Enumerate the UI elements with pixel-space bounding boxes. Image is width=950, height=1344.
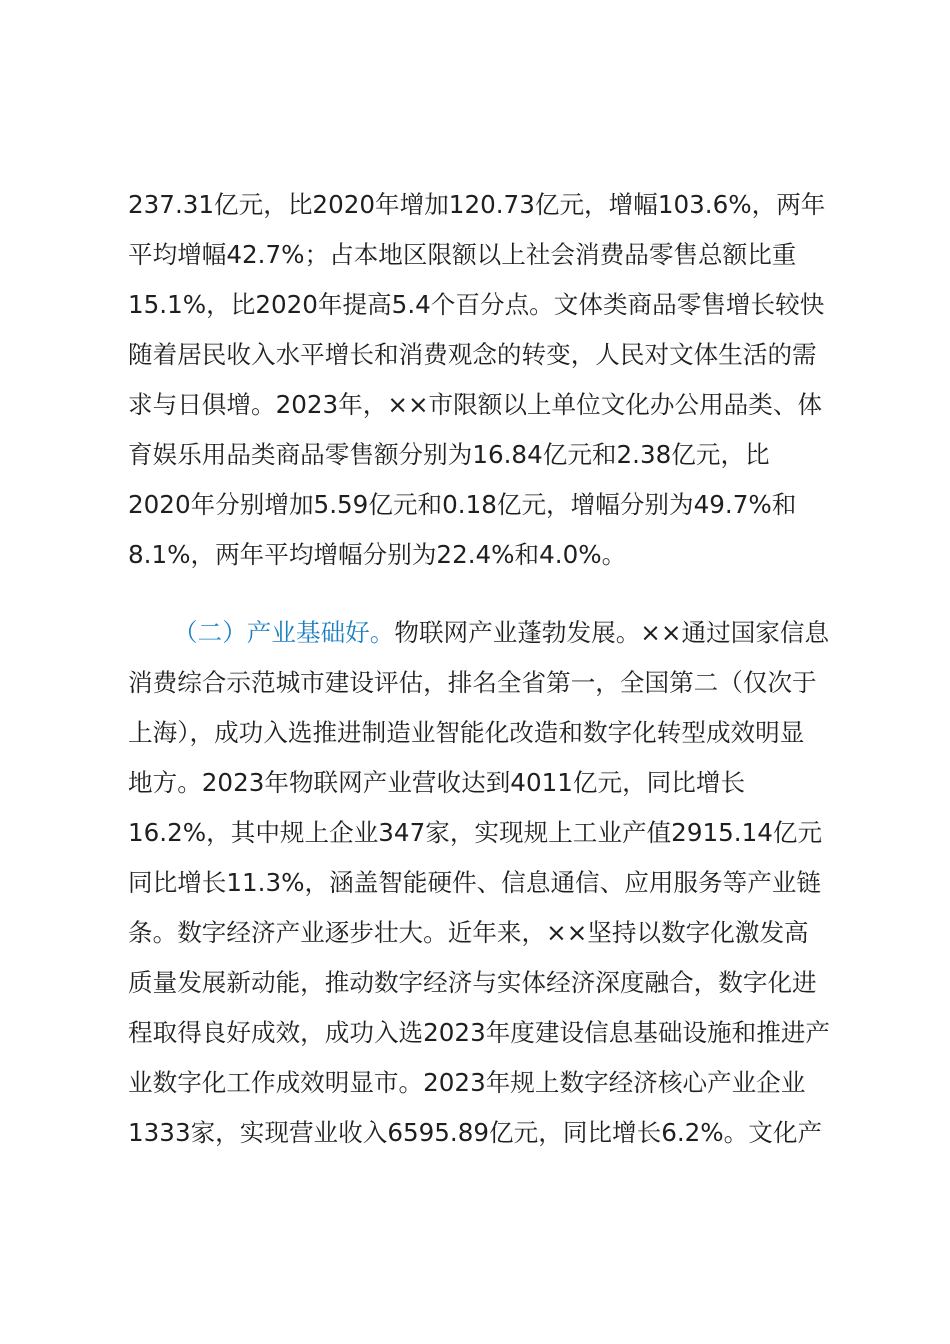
text-line: 1333家，实现营业收入6595.89亿元，同比增长6.2%。文化产 [128,1118,823,1147]
text-line: 同比增长11.3%，涵盖智能硬件、信息通信、应用服务等产业链 [128,868,821,897]
section-heading: （二）产业基础好。 [173,618,395,647]
text-line: 15.1%，比2020年提高5.4个百分点。文体类商品零售增长较快 [128,290,825,319]
text-line: 237.31亿元，比2020年增加120.73亿元，增幅103.6%，两年 [128,190,826,219]
paragraph-consumption [128,180,868,580]
text-line: 条。数字经济产业逐步壮大。近年来，××坚持以数字化激发高 [128,918,809,947]
text-line: 业数字化工作成效明显市。2023年规上数字经济核心产业企业 [128,1068,806,1097]
text-line: 8.1%，两年平均增幅分别为22.4%和4.0%。 [128,540,627,569]
text-run: 物联网产业蓬勃发展。××通过国家信息 [394,618,830,647]
text-line: 消费综合示范城市建设评估，排名全省第一，全国第二（仅次于 [128,668,817,697]
text-line-first [128,608,868,658]
text-line: 平均增幅42.7%；占本地区限额以上社会消费品零售总额比重 [128,240,797,269]
text-line: 求与日俱增。2023年，××市限额以上单位文化办公用品类、体 [128,390,823,419]
text-line: 育娱乐用品类商品零售额分别为16.84亿元和2.38亿元，比 [128,440,770,469]
text-line: 地方。2023年物联网产业营收达到4011亿元，同比增长 [128,768,746,797]
paragraph-industry-base [128,608,868,1158]
text-line: 上海），成功入选推进制造业智能化改造和数字化转型成效明显 [128,718,805,747]
text-line: 质量发展新动能，推动数字经济与实体经济深度融合，数字化进 [128,968,817,997]
text-line: 程取得良好成效，成功入选2023年度建设信息基础设施和推进产 [128,1018,831,1047]
text-line: 随着居民收入水平增长和消费观念的转变，人民对文体生活的需 [128,340,817,369]
text-line: 16.2%，其中规上企业347家，实现规上工业产值2915.14亿元 [128,818,823,847]
text-line: 2020年分别增加5.59亿元和0.18亿元，增幅分别为49.7%和 [128,490,797,519]
